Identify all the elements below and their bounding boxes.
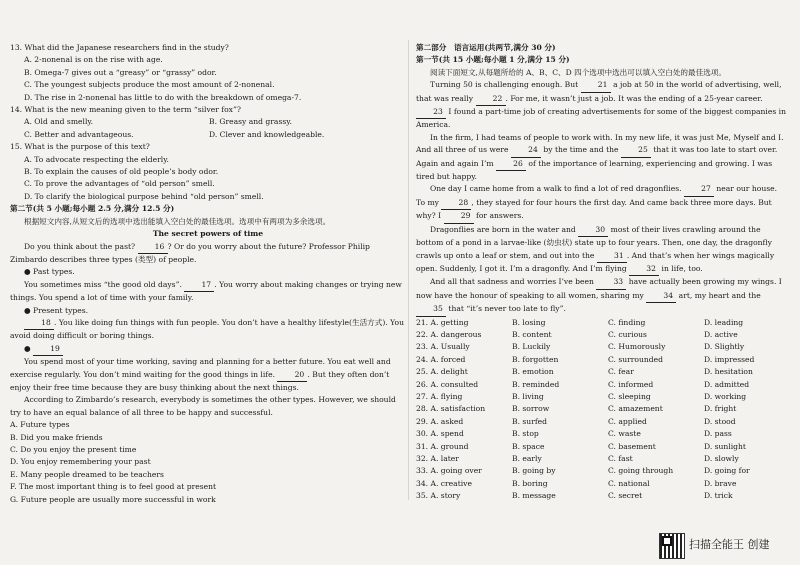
cloze-option: B. forgotten	[512, 354, 559, 364]
q14-option-c: C. Better and advantageous.	[24, 129, 134, 139]
cloze-option: B. reminded	[512, 379, 560, 389]
cloze-option: B. content	[512, 329, 552, 339]
choice-f: F. The most important thing is to feel good at present	[10, 482, 217, 492]
q14-stem: 14. What is the new meaning given to the term “silver fox”?	[10, 105, 241, 115]
cloze-option: 22. A. dangerous	[416, 329, 482, 339]
cloze-option: C. secret	[608, 491, 643, 501]
cloze-option: D. leading	[704, 317, 744, 327]
cloze-option: C. fast	[608, 454, 633, 463]
cloze-option: D. impressed	[704, 354, 755, 364]
s4-text-b: most of their lives crawling around the bottom of a pond in a larvae-like (幼虫状) state up to four years. Then, one day, the dragonfly crawls up onto a leaf or stem, and out into the	[416, 224, 772, 260]
p2-text-a: You sometimes miss “the good old days”.	[24, 279, 182, 289]
cloze-option: 30. A. spend	[416, 429, 464, 439]
choice-d: D. You enjoy remembering your past	[10, 457, 151, 467]
cloze-instructions: 阅读下面短文,从每题所给的 A、B、C、D 四个选项中选出可以填入空白处的最佳选项。	[430, 67, 726, 77]
cloze-option: B. losing	[512, 317, 546, 327]
cloze-option: C. amazement	[608, 404, 663, 414]
q13-option-c: C. The youngest subjects produce the most amount of 2-nonenal.	[24, 80, 275, 90]
right-column	[416, 0, 788, 503]
q15-option-c: C. To prove the advantages of “old person” smell.	[24, 179, 215, 189]
cloze-option: C. basement	[608, 441, 656, 451]
blank-16: 16	[138, 241, 168, 254]
cloze-option: C. waste	[608, 429, 641, 439]
s5-text-a: And all that sadness and worries I’ve been	[430, 277, 594, 287]
cloze-option: C. sleeping	[608, 391, 651, 401]
cloze-option: C. finding	[608, 317, 646, 327]
cloze-option: 31. A. ground	[416, 441, 469, 451]
cloze-option: B. message	[512, 491, 556, 501]
cloze-option: D. stood	[704, 416, 736, 426]
blank-19-heading	[10, 343, 406, 356]
cloze-option: C. surrounded	[608, 354, 663, 364]
cloze-option: C. fear	[608, 367, 634, 377]
blank-29: 29	[444, 210, 474, 223]
blank-19: 19	[33, 343, 63, 356]
section1-heading: 第一节(共 15 小题;每小题 1 分,满分 15 分)	[416, 55, 570, 65]
cloze-option: D. hesitation	[704, 367, 753, 377]
q13-option-a: A. 2-nonenal is on the rise with age.	[24, 55, 163, 65]
blank-30: 30	[578, 224, 608, 237]
cloze-option: B. stop	[512, 429, 539, 439]
cloze-option: 33. A. going over	[416, 466, 482, 476]
q13-stem: 13. What did the Japanese researchers find in the study?	[10, 43, 229, 52]
cloze-option: 26. A. consulted	[416, 379, 479, 389]
cloze-option: B. surfed	[512, 416, 547, 426]
blank-32: 32	[629, 263, 659, 276]
blank-26: 26	[496, 158, 526, 171]
cloze-option: C. applied	[608, 416, 647, 426]
cloze-option: 23. A. Usually	[416, 342, 470, 352]
p4-text-a: You spend most of your time working, saving and planning for a better future. You eat well and exercise regularly. You don’t mind waiting for the good things in life.	[10, 357, 391, 379]
cloze-option: D. trick	[704, 491, 733, 501]
q15-option-d: D. To clarify the biological purpose behind “old person” smell.	[24, 191, 264, 201]
q14-options-row2	[10, 129, 406, 141]
cloze-option: D. sunlight	[704, 441, 746, 451]
cloze-option: D. admitted	[704, 379, 750, 389]
cloze-option: B. sorrow	[512, 404, 550, 414]
cloze-option: D. Slightly	[704, 342, 745, 352]
section2-instructions: 根据短文内容,从短文后的选项中选出能填入空白处的最佳选项。选项中有两项为多余选项。	[24, 216, 331, 226]
cloze-paragraph-3	[416, 183, 788, 223]
cloze-option: 35. A. story	[416, 491, 461, 501]
q15-option-b: B. To explain the causes of old people’s body odor.	[24, 167, 219, 177]
cloze-option: 27. A. flying	[416, 391, 463, 401]
passage-paragraph-3	[10, 317, 406, 343]
s4-text-c: . And that’s when her wings magically open. Suddenly, I got it. I’m a dragonfly. And I’m flying	[416, 250, 775, 273]
blank-25: 25	[621, 144, 651, 157]
cloze-option: 32. A. later	[416, 454, 459, 463]
s5-text-d: that “it’s never too late to fly”.	[448, 304, 566, 314]
cloze-option: C. informed	[608, 379, 654, 389]
s2-text-d: of the importance of learning, experiencing and growing. I was tired but happy.	[416, 158, 773, 182]
choice-a: A. Future types	[10, 420, 70, 430]
blank-18: 18	[24, 317, 54, 330]
q14-option-a: A. Old and smelly.	[24, 117, 94, 127]
s5-text-b: have actually been growing my wings. I now have the honour of speaking to all women, sharing my	[416, 277, 782, 300]
blank-21: 21	[581, 79, 611, 92]
cloze-option: B. Luckily	[512, 342, 551, 352]
left-column	[10, 0, 406, 506]
blank-34: 34	[646, 290, 676, 303]
blank-28: 28	[441, 197, 471, 210]
s3-text-c: , they stayed for four hours the first day. And came back three more days. But why? I	[416, 197, 772, 221]
blank-27: 27	[684, 183, 714, 196]
p3-text: . You like doing fun things with fun people. You don’t have a healthy lifestyle(生活方式). You avoid doing difficult or boring things.	[10, 317, 404, 341]
blank-33: 33	[596, 276, 626, 289]
s2-text-b: by the time and the	[543, 145, 619, 155]
s4-text-a: Dragonflies are born in the water and	[430, 224, 576, 234]
cloze-option: 21. A. getting	[416, 317, 469, 327]
cloze-paragraph-2	[416, 132, 788, 184]
cloze-option: 25. A. delight	[416, 367, 468, 377]
cloze-option: D. slowly	[704, 454, 739, 463]
cloze-option: C. Humorously	[608, 342, 666, 352]
q14-option-d: D. Clever and knowledgeable.	[209, 129, 325, 139]
choice-b: B. Did you make friends	[10, 432, 103, 442]
cloze-option: 29. A. asked	[416, 416, 464, 426]
passage-paragraph-2	[10, 279, 406, 305]
cloze-option: C. curious	[608, 329, 647, 339]
cloze-option: C. going through	[608, 466, 674, 476]
blank-20: 20	[277, 369, 307, 382]
passage-paragraph-5: According to Zimbardo’s research, everybody is sometimes the other types. However, we should try to have an equal balance of all three to be happy and successful.	[10, 395, 396, 417]
cloze-option: D. pass	[704, 429, 732, 439]
p4-text-b: . But they often don’t enjoy their free time because they are busy thinking about the next things.	[10, 369, 390, 392]
present-types-heading: ● Present types.	[10, 305, 406, 317]
past-types-heading: ● Past types.	[10, 266, 406, 278]
s1-text-a: Turning 50 is challenging enough. But	[430, 80, 579, 90]
cloze-paragraph-4	[416, 224, 788, 277]
scanner-watermark: 扫描全能王 创建	[689, 538, 770, 551]
cloze-paragraph-1	[416, 79, 788, 132]
cloze-option: D. brave	[704, 478, 737, 488]
s4-text-d: in life, too.	[661, 263, 703, 273]
cloze-option: 24. A. forced	[416, 354, 466, 364]
blank-35: 35	[416, 303, 446, 316]
cloze-option: B. boring	[512, 478, 548, 488]
s1-text-b: a job at 50 in the world of advertising, well, that was really	[416, 80, 782, 103]
q13-option-b: B. Omega-7 gives out a “greasy” or “grassy” odor.	[24, 67, 217, 77]
s3-text-d: for answers.	[476, 211, 524, 221]
choice-c: C. Do you enjoy the present time	[10, 445, 137, 454]
choice-g: G. Future people are usually more successful in work	[10, 494, 216, 504]
s5-text-c: art, my heart and the	[678, 290, 761, 300]
p1-text-b: ? Or do you worry about the future? Professor Philip Zimbardo describes three types (类型) of people.	[10, 241, 370, 264]
blank-24: 24	[511, 144, 541, 157]
passage-paragraph-4	[10, 356, 406, 394]
cloze-option: B. going by	[512, 466, 556, 476]
cloze-option: B. living	[512, 391, 544, 401]
cloze-option: 34. A. creative	[416, 478, 472, 488]
q13-option-d: D. The rise in 2-nonenal has little to do with the breakdown of omega-7.	[24, 92, 302, 102]
cloze-option: D. active	[704, 329, 738, 339]
column-divider	[408, 40, 409, 500]
blank-17: 17	[184, 279, 214, 292]
passage-title: The secret powers of time	[152, 229, 264, 239]
cloze-option: D. fright	[704, 404, 737, 414]
cloze-option: B. early	[512, 454, 542, 463]
q14-options-row1	[10, 116, 406, 128]
cloze-option: C. national	[608, 478, 650, 488]
cloze-option: D. working	[704, 391, 747, 401]
q14-option-b: B. Greasy and grassy.	[209, 117, 292, 127]
s1-text-d: I found a part-time job of creating advertisements for some of the biggest companies in America.	[416, 107, 786, 130]
choice-e: E. Many people dreamed to be teachers	[10, 469, 164, 479]
cloze-option: B. emotion	[512, 367, 554, 377]
cloze-option: 28. A. satisfaction	[416, 404, 486, 414]
blank-23: 23	[416, 106, 446, 119]
cloze-paragraph-5	[416, 276, 788, 316]
s3-text-b: near our house. To my	[416, 184, 778, 207]
section2-heading: 第二节(共 5 小题;每小题 2.5 分,满分 12.5 分)	[10, 204, 175, 214]
s2-text-a: In the firm, I had teams of people to work with. In my new life, it was just Me, Myself and I. And all three of us were	[416, 132, 784, 155]
cloze-option: B. space	[512, 441, 545, 451]
cloze-option: D. going for	[704, 466, 750, 476]
cloze-options-grid	[416, 317, 788, 503]
qr-code-icon	[659, 533, 685, 559]
blank-22: 22	[476, 93, 506, 106]
part2-heading: 第二部分 语言运用(共两节,满分 30 分)	[416, 43, 556, 52]
blank-31: 31	[597, 250, 627, 263]
p1-text-a: Do you think about the past?	[24, 241, 136, 251]
q15-option-a: A. To advocate respecting the elderly.	[24, 154, 169, 164]
s2-text-c: that it was too late to start over. Again and again I’m	[416, 145, 778, 168]
passage-paragraph-1	[10, 241, 406, 267]
p2-text-b: . You worry about making changes or trying new things. You spend a lot of time with your family.	[10, 279, 402, 303]
s1-text-c: . For me, it wasn’t just a job. It was the ending of a 25-year career.	[505, 93, 763, 103]
s3-text-a: One day I came home from a walk to find a lot of red dragonflies.	[430, 184, 682, 194]
q15-stem: 15. What is the purpose of this text?	[10, 142, 150, 152]
